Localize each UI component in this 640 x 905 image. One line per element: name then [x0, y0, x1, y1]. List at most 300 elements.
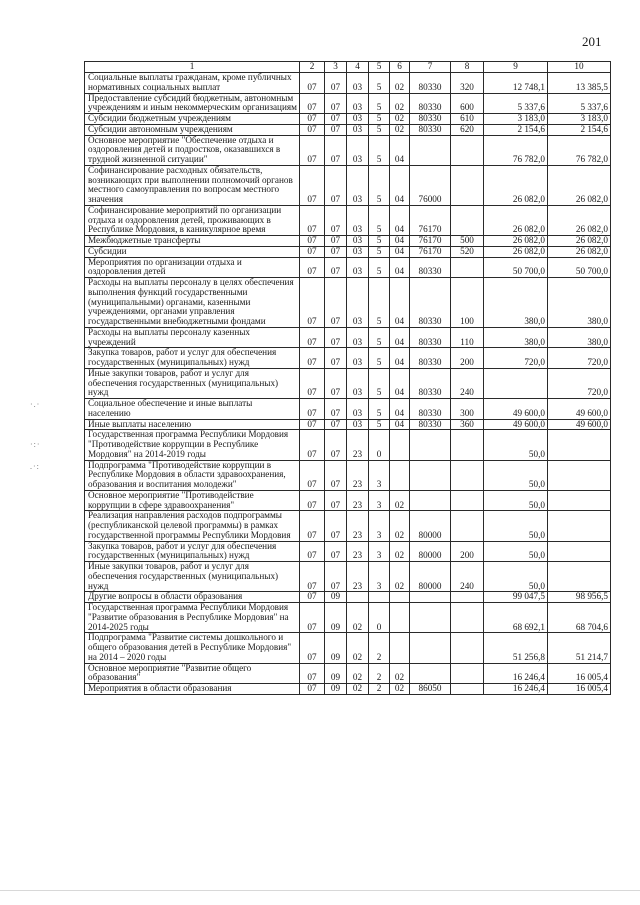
- subprogram-cell: 5: [369, 165, 390, 205]
- expense-type-cell: [451, 490, 484, 511]
- program-cell: 03: [347, 368, 369, 398]
- program-cell: 02: [347, 684, 369, 695]
- subsection-cell: 07: [325, 73, 347, 94]
- section-cell: 07: [300, 278, 325, 328]
- subsection-cell: 09: [325, 684, 347, 695]
- table-row: [85, 257, 611, 278]
- event-cell: 02: [390, 562, 410, 592]
- event-cell: 04: [390, 257, 410, 278]
- amount-year2-cell: 49 600,0: [548, 419, 611, 430]
- subsection-cell: 07: [325, 430, 347, 460]
- amount-year1-cell: 51 256,8: [484, 633, 548, 663]
- program-cell: 03: [347, 135, 369, 165]
- amount-year1-cell: 2 154,6: [484, 124, 548, 135]
- program-cell: 23: [347, 511, 369, 541]
- expense-type-cell: 610: [451, 114, 484, 125]
- amount-year1-cell: 380,0: [484, 278, 548, 328]
- row-name-cell: Основное мероприятие "Развитие общего образования": [85, 663, 300, 684]
- direction-cell: 80000: [410, 562, 451, 592]
- section-cell: 07: [300, 246, 325, 257]
- program-cell: 03: [347, 93, 369, 114]
- program-cell: 23: [347, 490, 369, 511]
- section-cell: 07: [300, 541, 325, 562]
- table-row: [85, 135, 611, 165]
- subprogram-cell: 5: [369, 368, 390, 398]
- direction-cell: 76170: [410, 236, 451, 247]
- scan-margin-mark: .·:: [30, 462, 40, 471]
- amount-year2-cell: 26 082,0: [548, 236, 611, 247]
- row-name-cell: Межбюджетные трансферты: [85, 236, 300, 247]
- subsection-cell: 09: [325, 603, 347, 633]
- subprogram-cell: [369, 592, 390, 603]
- subprogram-cell: 2: [369, 633, 390, 663]
- event-cell: 04: [390, 327, 410, 348]
- expense-type-cell: 300: [451, 399, 484, 420]
- event-cell: 02: [390, 114, 410, 125]
- event-cell: 04: [390, 246, 410, 257]
- expense-type-cell: [451, 165, 484, 205]
- section-cell: 07: [300, 114, 325, 125]
- direction-cell: 80330: [410, 124, 451, 135]
- direction-cell: [410, 490, 451, 511]
- amount-year1-cell: 12 748,1: [484, 73, 548, 94]
- subprogram-cell: 5: [369, 73, 390, 94]
- direction-cell: 80330: [410, 399, 451, 420]
- expense-type-cell: [451, 430, 484, 460]
- expense-type-cell: [451, 205, 484, 235]
- expense-type-cell: [451, 633, 484, 663]
- direction-cell: 80000: [410, 511, 451, 541]
- expense-type-cell: [451, 592, 484, 603]
- event-cell: 04: [390, 278, 410, 328]
- subprogram-cell: 0: [369, 430, 390, 460]
- section-cell: 07: [300, 633, 325, 663]
- direction-cell: 76170: [410, 205, 451, 235]
- table-row: [85, 368, 611, 398]
- event-cell: [390, 430, 410, 460]
- expense-type-cell: [451, 663, 484, 684]
- expense-type-cell: 520: [451, 246, 484, 257]
- subsection-cell: 07: [325, 205, 347, 235]
- row-name-cell: Социальные выплаты гражданам, кроме публичных нормативных социальных выплат: [85, 73, 300, 94]
- expense-type-cell: [451, 684, 484, 695]
- col-header: 4: [347, 62, 369, 73]
- expense-type-cell: 100: [451, 278, 484, 328]
- expense-type-cell: 110: [451, 327, 484, 348]
- amount-year2-cell: 16 005,4: [548, 684, 611, 695]
- col-header: 6: [390, 62, 410, 73]
- expense-type-cell: 240: [451, 368, 484, 398]
- amount-year1-cell: 26 082,0: [484, 165, 548, 205]
- program-cell: 23: [347, 460, 369, 490]
- program-cell: [347, 592, 369, 603]
- row-name-cell: Закупка товаров, работ и услуг для обеспечения государственных (муниципальных) нужд: [85, 348, 300, 369]
- amount-year1-cell: 50,0: [484, 511, 548, 541]
- program-cell: 03: [347, 348, 369, 369]
- subsection-cell: 07: [325, 368, 347, 398]
- table-row: [85, 278, 611, 328]
- row-name-cell: Социальное обеспечение и иные выплаты населению: [85, 399, 300, 420]
- section-cell: 07: [300, 592, 325, 603]
- program-cell: 02: [347, 603, 369, 633]
- amount-year2-cell: 3 183,0: [548, 114, 611, 125]
- section-cell: 07: [300, 205, 325, 235]
- table-row: [85, 541, 611, 562]
- row-name-cell: Иные выплаты населению: [85, 419, 300, 430]
- direction-cell: 80330: [410, 368, 451, 398]
- event-cell: 02: [390, 511, 410, 541]
- amount-year2-cell: 50 700,0: [548, 257, 611, 278]
- budget-table-wrapper: [84, 61, 610, 695]
- amount-year1-cell: 720,0: [484, 348, 548, 369]
- section-cell: 07: [300, 399, 325, 420]
- row-name-cell: Расходы на выплаты персоналу казенных учреждений: [85, 327, 300, 348]
- amount-year2-cell: 49 600,0: [548, 399, 611, 420]
- subprogram-cell: 5: [369, 93, 390, 114]
- event-cell: 02: [390, 490, 410, 511]
- subsection-cell: 07: [325, 135, 347, 165]
- event-cell: [390, 633, 410, 663]
- program-cell: 03: [347, 246, 369, 257]
- event-cell: [390, 460, 410, 490]
- subsection-cell: 07: [325, 511, 347, 541]
- expense-type-cell: 200: [451, 541, 484, 562]
- direction-cell: [410, 430, 451, 460]
- subprogram-cell: 0: [369, 603, 390, 633]
- table-row: [85, 246, 611, 257]
- amount-year1-cell: [484, 368, 548, 398]
- amount-year1-cell: 380,0: [484, 327, 548, 348]
- direction-cell: [410, 460, 451, 490]
- page-bottom-edge: [0, 890, 640, 891]
- page-number: 201: [582, 34, 602, 49]
- direction-cell: 80000: [410, 541, 451, 562]
- subsection-cell: 07: [325, 114, 347, 125]
- direction-cell: 76000: [410, 165, 451, 205]
- row-name-cell: Субсидии: [85, 246, 300, 257]
- program-cell: 02: [347, 663, 369, 684]
- subsection-cell: 09: [325, 592, 347, 603]
- subprogram-cell: 5: [369, 124, 390, 135]
- event-cell: 02: [390, 663, 410, 684]
- subsection-cell: 07: [325, 541, 347, 562]
- program-cell: 03: [347, 399, 369, 420]
- row-name-cell: Субсидии автономным учреждениям: [85, 124, 300, 135]
- table-row: [85, 663, 611, 684]
- col-header: 3: [325, 62, 347, 73]
- event-cell: 02: [390, 93, 410, 114]
- event-cell: 02: [390, 73, 410, 94]
- event-cell: 04: [390, 205, 410, 235]
- direction-cell: [410, 592, 451, 603]
- direction-cell: 76170: [410, 246, 451, 257]
- expense-type-cell: 200: [451, 348, 484, 369]
- amount-year1-cell: 50,0: [484, 562, 548, 592]
- table-row: [85, 430, 611, 460]
- table-row: [85, 490, 611, 511]
- amount-year2-cell: [548, 430, 611, 460]
- table-row: [85, 93, 611, 114]
- section-cell: 07: [300, 511, 325, 541]
- direction-cell: 80330: [410, 93, 451, 114]
- col-header: 2: [300, 62, 325, 73]
- section-cell: 07: [300, 257, 325, 278]
- table-row: [85, 165, 611, 205]
- amount-year1-cell: 26 082,0: [484, 246, 548, 257]
- row-name-cell: Закупка товаров, работ и услуг для обеспечения государственных (муниципальных) нужд: [85, 541, 300, 562]
- amount-year1-cell: 76 782,0: [484, 135, 548, 165]
- expense-type-cell: [451, 603, 484, 633]
- subsection-cell: 09: [325, 633, 347, 663]
- row-name-cell: Иные закупки товаров, работ и услуг для обеспечения государственных (муниципальных) нужд: [85, 562, 300, 592]
- subsection-cell: 07: [325, 399, 347, 420]
- direction-cell: 80330: [410, 348, 451, 369]
- program-cell: 03: [347, 124, 369, 135]
- program-cell: 03: [347, 205, 369, 235]
- subprogram-cell: 3: [369, 541, 390, 562]
- amount-year2-cell: 720,0: [548, 348, 611, 369]
- event-cell: 04: [390, 348, 410, 369]
- subsection-cell: 07: [325, 490, 347, 511]
- row-name-cell: Иные закупки товаров, работ и услуг для обеспечения государственных (муниципальных) нужд: [85, 368, 300, 398]
- section-cell: 07: [300, 124, 325, 135]
- amount-year2-cell: 26 082,0: [548, 246, 611, 257]
- table-row: [85, 124, 611, 135]
- table-row: [85, 327, 611, 348]
- amount-year2-cell: 26 082,0: [548, 165, 611, 205]
- section-cell: 07: [300, 562, 325, 592]
- subsection-cell: 07: [325, 257, 347, 278]
- table-row: [85, 633, 611, 663]
- program-cell: 03: [347, 73, 369, 94]
- program-cell: 03: [347, 114, 369, 125]
- subprogram-cell: 2: [369, 684, 390, 695]
- direction-cell: [410, 603, 451, 633]
- row-name-cell: Мероприятия по организации отдыха и оздоровления детей: [85, 257, 300, 278]
- section-cell: 07: [300, 419, 325, 430]
- expense-type-cell: 500: [451, 236, 484, 247]
- row-name-cell: Основное мероприятие "Обеспечение отдыха и оздоровления детей и подростков, оказавшихся в трудной жизненной ситуации": [85, 135, 300, 165]
- subprogram-cell: 3: [369, 511, 390, 541]
- event-cell: 04: [390, 236, 410, 247]
- col-header: 7: [410, 62, 451, 73]
- direction-cell: [410, 633, 451, 663]
- section-cell: 07: [300, 73, 325, 94]
- amount-year1-cell: 50 700,0: [484, 257, 548, 278]
- program-cell: 03: [347, 236, 369, 247]
- event-cell: 04: [390, 419, 410, 430]
- amount-year1-cell: 26 082,0: [484, 205, 548, 235]
- event-cell: [390, 603, 410, 633]
- subprogram-cell: 3: [369, 562, 390, 592]
- subsection-cell: 07: [325, 246, 347, 257]
- section-cell: 07: [300, 430, 325, 460]
- row-name-cell: Расходы на выплаты персоналу в целях обеспечения выполнения функций государственными (муниципальными) органами, казенными учреждениями, органами управления государственными внебюджетными фондами: [85, 278, 300, 328]
- amount-year2-cell: 380,0: [548, 327, 611, 348]
- row-name-cell: Другие вопросы в области образования: [85, 592, 300, 603]
- event-cell: 04: [390, 165, 410, 205]
- table-row: [85, 399, 611, 420]
- table-row: [85, 73, 611, 94]
- amount-year2-cell: 98 956,5: [548, 592, 611, 603]
- budget-table: [84, 61, 611, 695]
- subsection-cell: 07: [325, 348, 347, 369]
- table-row: [85, 236, 611, 247]
- amount-year1-cell: 3 183,0: [484, 114, 548, 125]
- row-name-cell: Мероприятия в области образования: [85, 684, 300, 695]
- row-name-cell: Государственная программа Республики Мордовия "Противодействие коррупции в Республике Мордовия" на 2014-2019 годы: [85, 430, 300, 460]
- amount-year1-cell: 50,0: [484, 541, 548, 562]
- table-header-row: [85, 62, 611, 73]
- subprogram-cell: 5: [369, 205, 390, 235]
- row-name-cell: Субсидии бюджетным учреждениям: [85, 114, 300, 125]
- row-name-cell: Государственная программа Республики Мордовия "Развитие образования в Республике Мордовия" на 2014-2025 годы: [85, 603, 300, 633]
- table-row: [85, 592, 611, 603]
- direction-cell: 80330: [410, 114, 451, 125]
- direction-cell: 80330: [410, 278, 451, 328]
- program-cell: 03: [347, 327, 369, 348]
- subprogram-cell: 5: [369, 114, 390, 125]
- amount-year2-cell: 380,0: [548, 278, 611, 328]
- subprogram-cell: 3: [369, 460, 390, 490]
- event-cell: 02: [390, 541, 410, 562]
- amount-year1-cell: 16 246,4: [484, 684, 548, 695]
- section-cell: 07: [300, 368, 325, 398]
- subprogram-cell: 3: [369, 490, 390, 511]
- row-name-cell: Подпрограмма "Противодействие коррупции в Республике Мордовия в области здравоохранения, образования и воспитания молодежи": [85, 460, 300, 490]
- table-row: [85, 348, 611, 369]
- event-cell: 04: [390, 135, 410, 165]
- expense-type-cell: [451, 460, 484, 490]
- direction-cell: 80330: [410, 73, 451, 94]
- expense-type-cell: 320: [451, 73, 484, 94]
- subprogram-cell: 5: [369, 278, 390, 328]
- expense-type-cell: [451, 257, 484, 278]
- subprogram-cell: 5: [369, 257, 390, 278]
- scan-margin-mark: ·:·: [30, 440, 41, 449]
- col-header: 9: [484, 62, 548, 73]
- row-name-cell: Софинансирование мероприятий по организации отдыха и оздоровления детей, проживающих в Республике Мордовия, в каникулярное время: [85, 205, 300, 235]
- amount-year2-cell: 68 704,6: [548, 603, 611, 633]
- program-cell: 03: [347, 278, 369, 328]
- section-cell: 07: [300, 348, 325, 369]
- subprogram-cell: 5: [369, 327, 390, 348]
- section-cell: 07: [300, 460, 325, 490]
- event-cell: [390, 592, 410, 603]
- subsection-cell: 07: [325, 165, 347, 205]
- amount-year2-cell: 51 214,7: [548, 633, 611, 663]
- amount-year1-cell: 26 082,0: [484, 236, 548, 247]
- amount-year2-cell: 720,0: [548, 368, 611, 398]
- direction-cell: 80330: [410, 257, 451, 278]
- subsection-cell: 07: [325, 236, 347, 247]
- table-row: [85, 511, 611, 541]
- amount-year1-cell: 49 600,0: [484, 399, 548, 420]
- program-cell: 03: [347, 419, 369, 430]
- direction-cell: [410, 663, 451, 684]
- program-cell: 03: [347, 165, 369, 205]
- section-cell: 07: [300, 490, 325, 511]
- table-row: [85, 603, 611, 633]
- direction-cell: [410, 135, 451, 165]
- subprogram-cell: 5: [369, 135, 390, 165]
- col-header: 5: [369, 62, 390, 73]
- amount-year1-cell: 99 047,5: [484, 592, 548, 603]
- section-cell: 07: [300, 327, 325, 348]
- section-cell: 07: [300, 135, 325, 165]
- section-cell: 07: [300, 603, 325, 633]
- section-cell: 07: [300, 684, 325, 695]
- section-cell: 07: [300, 165, 325, 205]
- subprogram-cell: 5: [369, 236, 390, 247]
- expense-type-cell: [451, 511, 484, 541]
- amount-year2-cell: 26 082,0: [548, 205, 611, 235]
- subprogram-cell: 2: [369, 663, 390, 684]
- amount-year1-cell: 68 692,1: [484, 603, 548, 633]
- direction-cell: 80330: [410, 327, 451, 348]
- col-header: 10: [548, 62, 611, 73]
- section-cell: 07: [300, 236, 325, 247]
- amount-year2-cell: 16 005,4: [548, 663, 611, 684]
- subsection-cell: 07: [325, 419, 347, 430]
- event-cell: 04: [390, 368, 410, 398]
- amount-year2-cell: [548, 511, 611, 541]
- expense-type-cell: [451, 135, 484, 165]
- subsection-cell: 07: [325, 460, 347, 490]
- subsection-cell: 09: [325, 663, 347, 684]
- table-row: [85, 114, 611, 125]
- amount-year2-cell: [548, 541, 611, 562]
- subprogram-cell: 5: [369, 348, 390, 369]
- row-name-cell: Подпрограмма "Развитие системы дошкольного и общего образования детей в Республике Мордовия" на 2014 – 2020 годы: [85, 633, 300, 663]
- row-name-cell: Реализация направления расходов подпрограммы (республиканской целевой программы) в рамках государственной программы Республики Мордовия: [85, 511, 300, 541]
- subsection-cell: 07: [325, 278, 347, 328]
- amount-year2-cell: [548, 460, 611, 490]
- program-cell: 23: [347, 562, 369, 592]
- subsection-cell: 07: [325, 93, 347, 114]
- subsection-cell: 07: [325, 327, 347, 348]
- expense-type-cell: 600: [451, 93, 484, 114]
- col-header: 1: [85, 62, 300, 73]
- subsection-cell: 07: [325, 124, 347, 135]
- amount-year1-cell: 50,0: [484, 430, 548, 460]
- program-cell: 03: [347, 257, 369, 278]
- section-cell: 07: [300, 93, 325, 114]
- event-cell: 02: [390, 124, 410, 135]
- amount-year1-cell: 49 600,0: [484, 419, 548, 430]
- event-cell: 04: [390, 399, 410, 420]
- expense-type-cell: 620: [451, 124, 484, 135]
- expense-type-cell: 240: [451, 562, 484, 592]
- subprogram-cell: 5: [369, 419, 390, 430]
- table-row: [85, 562, 611, 592]
- amount-year2-cell: 76 782,0: [548, 135, 611, 165]
- event-cell: 02: [390, 684, 410, 695]
- program-cell: 23: [347, 430, 369, 460]
- row-name-cell: Предоставление субсидий бюджетным, автономным учреждениям и иным некоммерческим организациям: [85, 93, 300, 114]
- table-row: [85, 205, 611, 235]
- subprogram-cell: 5: [369, 246, 390, 257]
- subprogram-cell: 5: [369, 399, 390, 420]
- subsection-cell: 07: [325, 562, 347, 592]
- col-header: 8: [451, 62, 484, 73]
- amount-year2-cell: 5 337,6: [548, 93, 611, 114]
- row-name-cell: Софинансирование расходных обязательств, возникающих при выполнении полномочий органов местного самоуправления по вопросам местного значения: [85, 165, 300, 205]
- table-row: [85, 419, 611, 430]
- table-row: [85, 684, 611, 695]
- row-name-cell: Основное мероприятие "Противодействие коррупции в сфере здравоохранения": [85, 490, 300, 511]
- amount-year2-cell: 2 154,6: [548, 124, 611, 135]
